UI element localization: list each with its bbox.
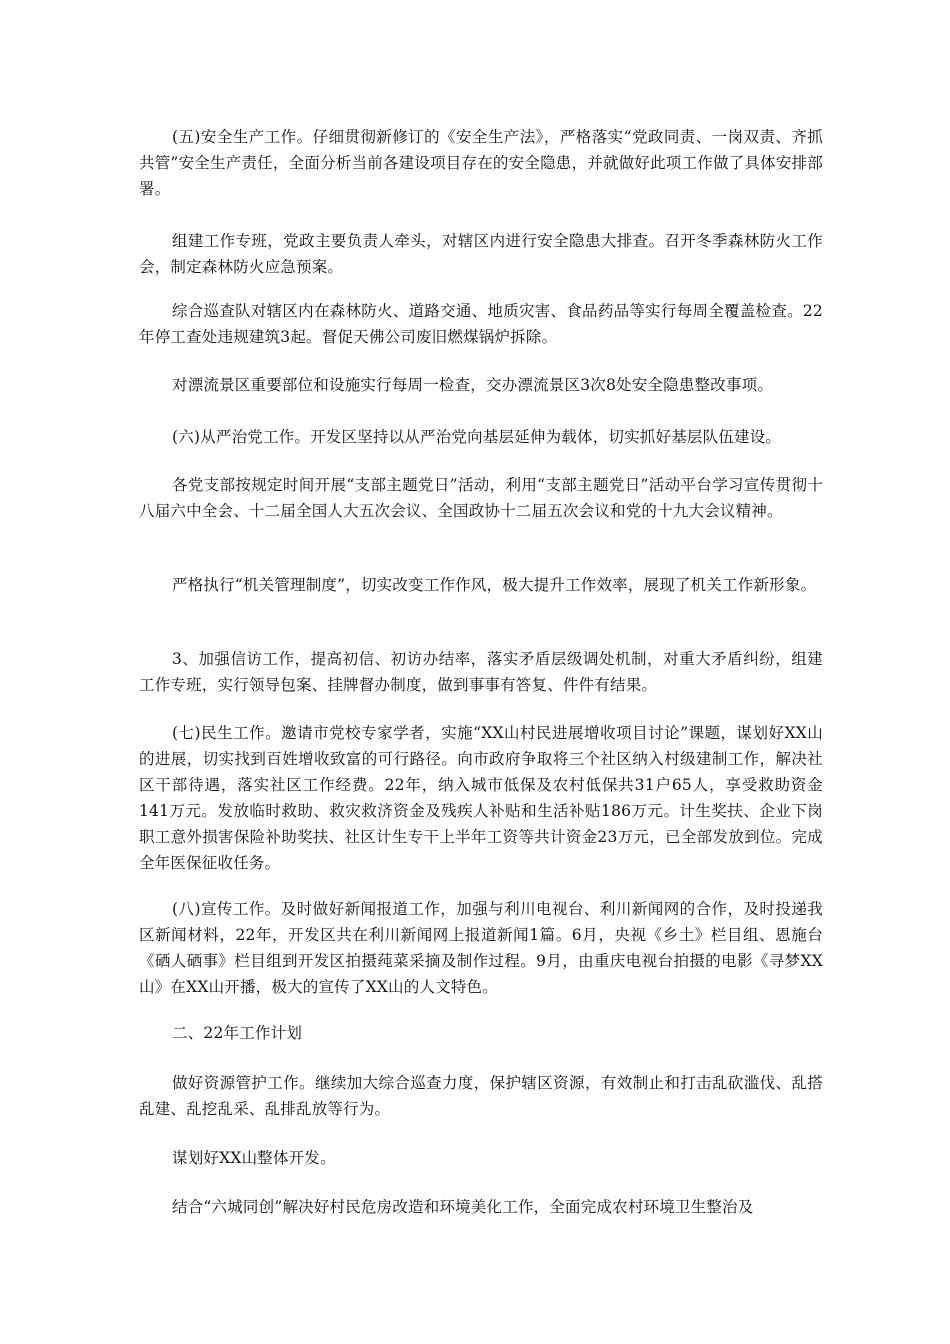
paragraph-work-team-inspection: 组建工作专班，党政主要负责人牵头，对辖区内进行安全隐患大排查。召开冬季森林防火工作会，制定森林防火应急预案。: [139, 232, 823, 276]
paragraph-party-governance: (六)从严治党工作。开发区坚持以从严治党向基层延伸为载体，切实抓好基层队伍建设。: [172, 428, 782, 446]
paragraph-overall-development: 谋划好XX山整体开发。: [172, 1149, 336, 1167]
paragraph-patrol-team: 综合巡查队对辖区内在森林防火、道路交通、地质灾害、食品药品等实行每周全覆盖检查。22年停工查处违规建筑3起。督促天佛公司废旧燃煤锅炉拆除。: [139, 302, 823, 346]
paragraph-petition-work: 3、加强信访工作，提高初信、初访办结率，落实矛盾层级调处机制，对重大矛盾纠纷，组建工作专班，实行领导包案、挂牌督办制度，做到事事有答复、件件有结果。: [139, 650, 823, 694]
paragraph-publicity: (八)宣传工作。及时做好新闻报道工作，加强与利川电视台、利川新闻网的合作，及时投递我区新闻材料，22年，开发区共在利川新闻网上报道新闻1篇。6月，央视《乡土》栏目组、恩施台《硒人硒事》栏目组到开发区拍摄莼菜采摘及制作过程。9月，由重庆电视台拍摄的电影《寻梦XX山》在XX山开播，极大的宣传了XX山的人文特色。: [139, 900, 823, 996]
paragraph-livelihood: (七)民生工作。邀请市党校专家学者，实施“XX山村民进展增收项目讨论”课题，谋划好XX山的进展，切实找到百姓增收致富的可行路径。向市政府争取将三个社区纳入村级建制工作，解决社区干部待遇，落实社区工作经费。22年，纳入城市低保及农村低保共31户65人，享受救助资金141万元。发放临时救助、救灾救济资金及残疾人补贴和生活补贴186万元。计生奖扶、企业下岗职工意外损害保险补助奖扶、社区计生专干上半年工资等共计资金23万元，已全部发放到位。完成全年医保征收任务。: [139, 724, 823, 872]
paragraph-agency-rules: 严格执行“机关管理制度”，切实改变工作作风，极大提升工作效率，展现了机关工作新形象。: [172, 576, 817, 594]
paragraph-safety-production: (五)安全生产工作。仔细贯彻新修订的《安全生产法》，严格落实“党政同责、一岗双责、齐抓共管”安全生产责任，全面分析当前各建设项目存在的安全隐患，并就做好此项工作做了具体安排部署。: [139, 128, 823, 198]
section-heading-work-plan: 二、22年工作计划: [172, 1024, 303, 1042]
paragraph-party-day: 各党支部按规定时间开展“支部主题党日”活动，利用“支部主题党日”活动平台学习宣传贯彻十八届六中全会、十二届全国人大五次会议、全国政协十二届五次会议和党的十九大会议精神。: [139, 476, 823, 520]
paragraph-rafting-inspection: 对漂流景区重要部位和设施实行每周一检查，交办漂流景区3次8处安全隐患整改事项。: [172, 376, 774, 394]
paragraph-resource-protection: 做好资源管护工作。继续加大综合巡查力度，保护辖区资源，有效制止和打击乱砍滥伐、乱搭乱建、乱挖乱采、乱排乱放等行为。: [139, 1074, 823, 1118]
paragraph-six-cities: 结合“六城同创”解决好村民危房改造和环境美化工作，全面完成农村环境卫生整治及: [172, 1198, 754, 1216]
